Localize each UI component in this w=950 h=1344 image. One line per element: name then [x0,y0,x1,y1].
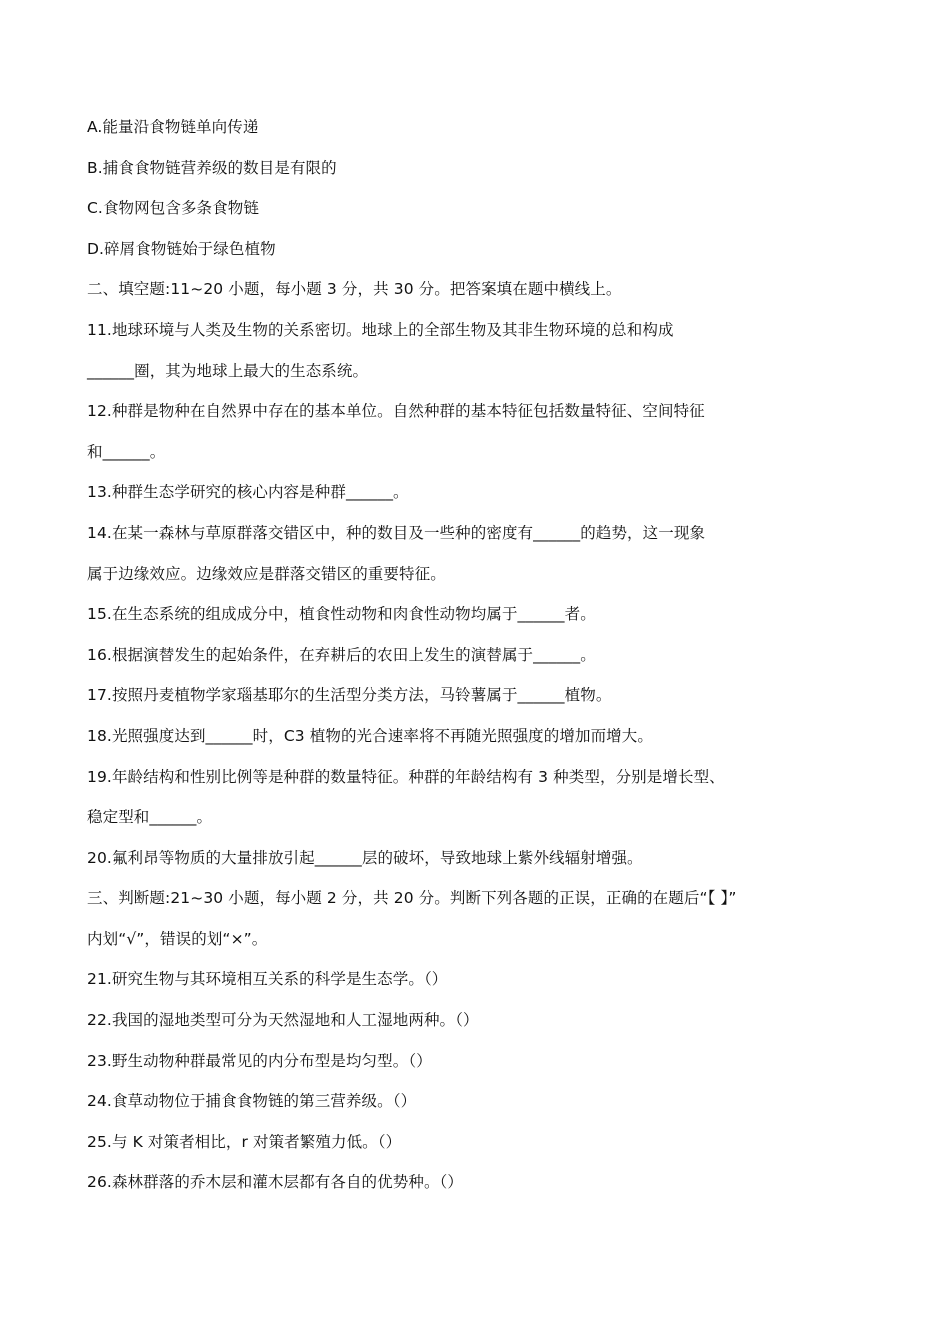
question-17: 17.按照丹麦植物学家瑙基耶尔的生活型分类方法，马铃薯属于______植物。 [87,686,612,705]
question-14-line-1: 14.在某一森林与草原群落交错区中，种的数目及一些种的密度有______的趋势，这一现象 [87,523,706,542]
option-c: C.食物网包含多条食物链 [87,199,259,218]
section-heading-true-false-line-2: 内划“√”，错误的划“×”。 [87,929,268,948]
question-12-line-1: 12.种群是物种在自然界中存在的基本单位。自然种群的基本特征包括数量特征、空间特征 [87,402,705,421]
question-14-line-2: 属于边缘效应。边缘效应是群落交错区的重要特征。 [87,564,446,583]
question-22: 22.我国的湿地类型可分为天然湿地和人工湿地两种。（） [87,1011,479,1030]
question-24: 24.食草动物位于捕食食物链的第三营养级。（） [87,1092,417,1111]
option-b: B.捕食食物链营养级的数目是有限的 [87,158,337,177]
question-23: 23.野生动物种群最常见的内分布型是均匀型。（） [87,1051,432,1070]
question-19-line-1: 19.年龄结构和性别比例等是种群的数量特征。种群的年龄结构有 3 种类型，分别是增长型、 [87,767,725,786]
question-16: 16.根据演替发生的起始条件，在弃耕后的农田上发生的演替属于______。 [87,645,596,664]
question-13: 13.种群生态学研究的核心内容是种群______。 [87,483,409,502]
question-21: 21.研究生物与其环境相互关系的科学是生态学。（） [87,970,448,989]
question-20: 20.氟利昂等物质的大量排放引起______层的破坏，导致地球上紫外线辐射增强。 [87,848,643,867]
question-18: 18.光照强度达到______时，C3 植物的光合速率将不再随光照强度的增加而增大。 [87,726,653,745]
question-25: 25.与 K 对策者相比，r 对策者繁殖力低。（） [87,1132,402,1151]
question-12-line-2: 和______。 [87,442,166,461]
text-body [87,114,867,1210]
question-15: 15.在生态系统的组成成分中，植食性动物和肉食性动物均属于______者。 [87,605,596,624]
option-d: D.碎屑食物链始于绿色植物 [87,239,276,258]
question-19-line-2: 稳定型和______。 [87,808,213,827]
section-heading-true-false-line-1: 三、判断题:21~30 小题，每小题 2 分，共 20 分。判断下列各题的正误，正确的在题后“【 】” [87,889,737,908]
question-11-line-1: 11.地球环境与人类及生物的关系密切。地球上的全部生物及其非生物环境的总和构成 [87,320,674,339]
question-11-line-2: ______圈，其为地球上最大的生态系统。 [87,361,369,380]
section-heading-fill-in: 二、填空题:11~20 小题，每小题 3 分，共 30 分。把答案填在题中横线上。 [87,280,622,299]
question-26: 26.森林群落的乔木层和灌木层都有各自的优势种。（） [87,1173,464,1192]
option-a: A.能量沿食物链单向传递 [87,118,259,136]
